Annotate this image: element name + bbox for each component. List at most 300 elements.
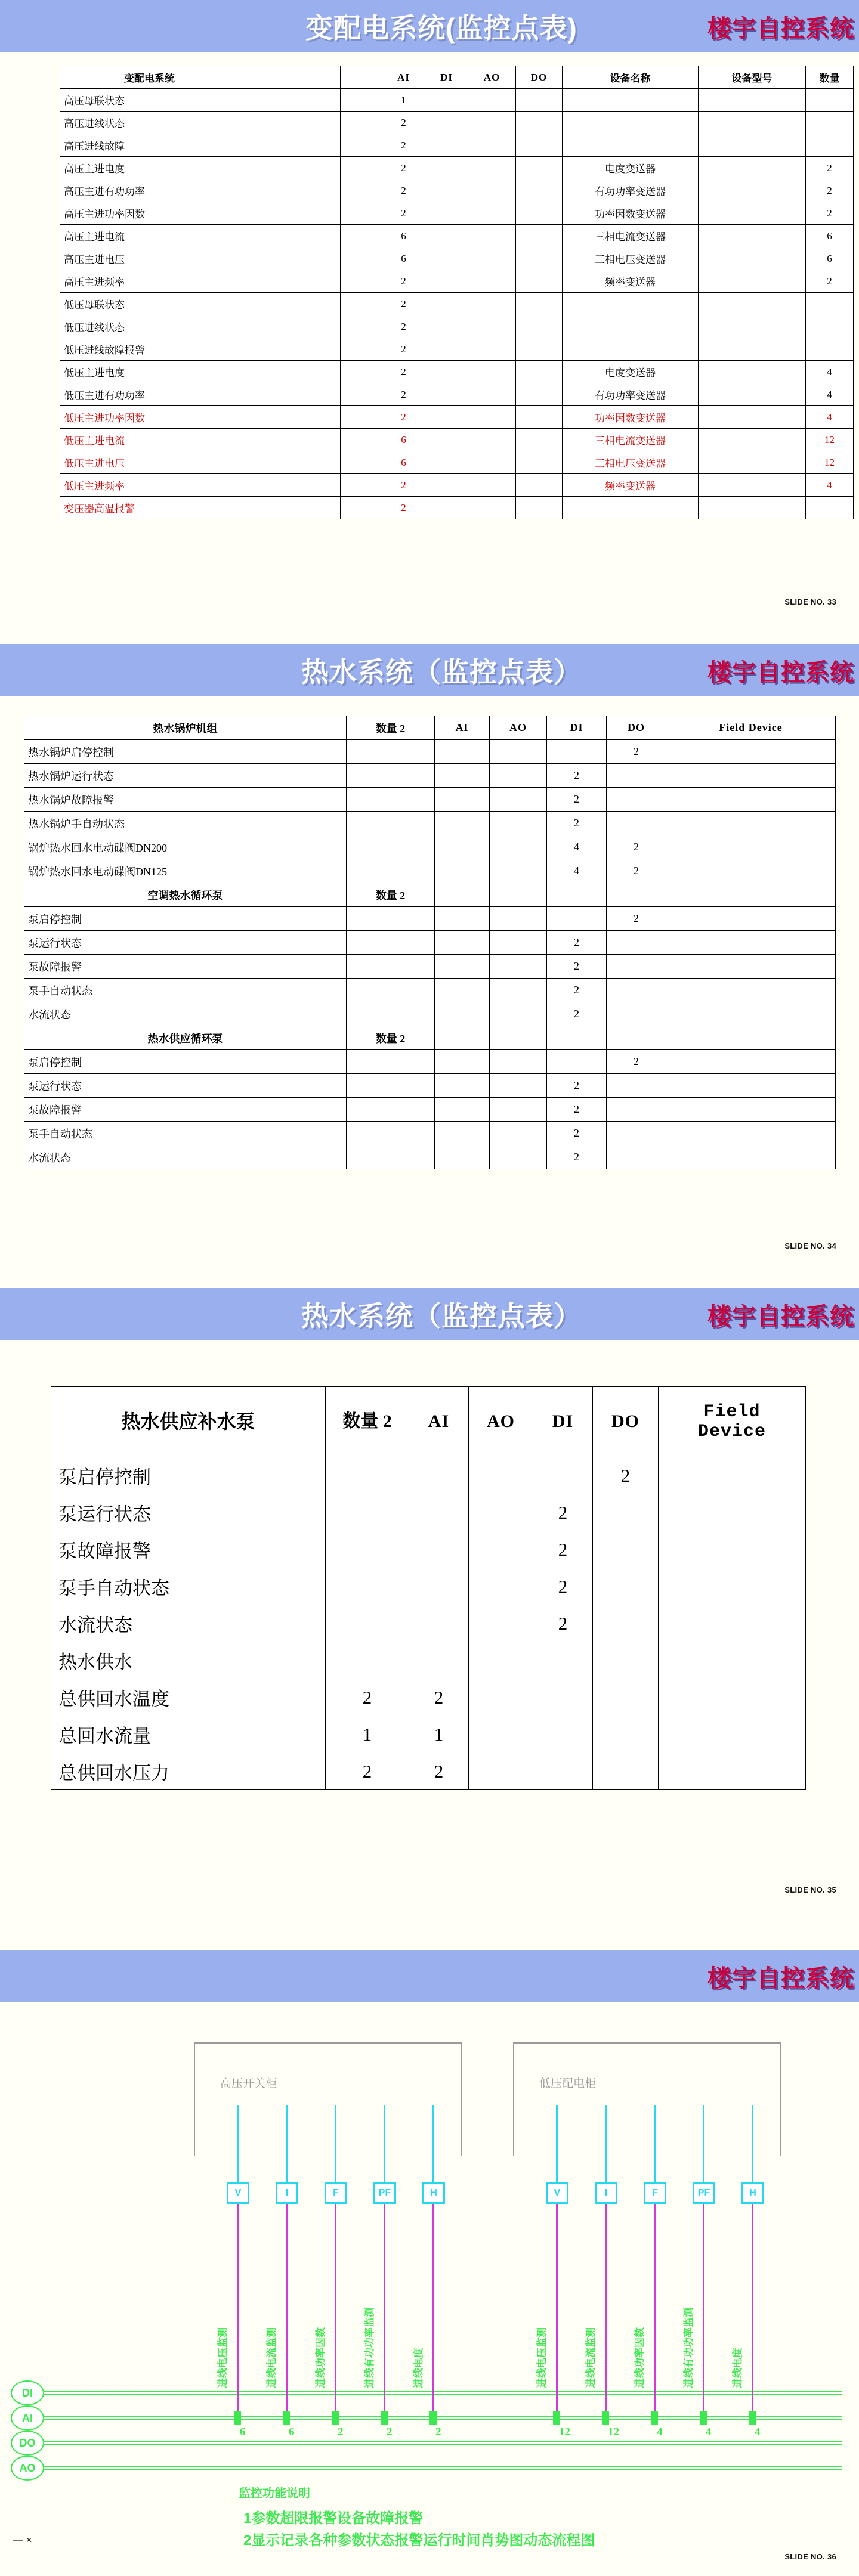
table-cell: 12: [806, 429, 854, 451]
table-cell: [516, 315, 563, 338]
signal-line: [556, 2204, 558, 2416]
table-row: [60, 497, 854, 519]
table-cell: [699, 247, 806, 270]
table-cell: 泵启停控制: [24, 1050, 347, 1074]
table-cell: [341, 338, 382, 361]
table-cell: 2: [382, 406, 425, 429]
point-label: 进线电流监测: [585, 2327, 597, 2388]
table-cell: 2: [409, 1753, 469, 1790]
table-cell: [425, 134, 468, 157]
table-row: [24, 1145, 836, 1169]
table-cell: [516, 270, 563, 293]
table-cell: [659, 1531, 806, 1568]
table-cell: [547, 883, 607, 907]
table-cell: [547, 907, 607, 931]
table-cell: [563, 497, 699, 519]
io-point-count: 12: [559, 2426, 570, 2438]
table-row: [60, 157, 854, 179]
table-cell: [607, 1002, 666, 1026]
table-cell: 电度变送器: [563, 361, 699, 383]
table-cell: [666, 1074, 836, 1098]
io-node-marker: [332, 2411, 339, 2425]
table-row: [51, 1679, 806, 1716]
cabinet-feed-line: [703, 2105, 704, 2182]
table-cell: [435, 812, 490, 835]
table-cell: [516, 225, 563, 247]
table-cell: [468, 89, 516, 112]
table-cell: [435, 955, 490, 979]
power-distribution-points-table: [60, 66, 854, 519]
table-cell: [547, 1050, 607, 1074]
table-cell: 2: [382, 202, 425, 225]
table-cell: [435, 907, 490, 931]
table-row: [51, 1605, 806, 1642]
table-cell: [435, 1074, 490, 1098]
table-cell: [469, 1716, 533, 1753]
meter-icon-f: F: [644, 2182, 666, 2204]
table-cell: [468, 429, 516, 451]
table-cell: 电度变送器: [563, 157, 699, 179]
table-cell: [699, 406, 806, 429]
table-cell: [468, 134, 516, 157]
table-cell: [516, 474, 563, 497]
table-cell: [425, 293, 468, 315]
table-cell: 水流状态: [24, 1002, 347, 1026]
table-cell: [341, 497, 382, 519]
table-cell: [341, 315, 382, 338]
io-node-marker: [381, 2411, 388, 2425]
table-cell: [699, 338, 806, 361]
table-row: [51, 1457, 806, 1494]
table-cell: [425, 112, 468, 134]
table-cell: [607, 1074, 666, 1098]
table-cell: 2: [382, 474, 425, 497]
table-cell: 2: [382, 293, 425, 315]
table-cell: [490, 931, 547, 955]
table-header-row: [24, 716, 836, 740]
signal-line: [384, 2204, 385, 2416]
table-cell: [607, 955, 666, 979]
table-cell: [659, 1494, 806, 1531]
table-row: [60, 315, 854, 338]
table-cell: [341, 157, 382, 179]
table-cell: 2: [382, 338, 425, 361]
table-cell: [490, 955, 547, 979]
table-cell: [699, 474, 806, 497]
slide-35-number: SLIDE NO. 35: [784, 1885, 836, 1894]
table-cell: [239, 429, 341, 451]
table-cell: [607, 1122, 666, 1145]
table-row: [24, 1026, 836, 1050]
table-cell: [607, 1145, 666, 1169]
table-cell: [239, 202, 341, 225]
table-cell: [347, 740, 435, 764]
table-cell: [699, 270, 806, 293]
table-cell: 2: [382, 112, 425, 134]
meter-icon-pf: PF: [373, 2182, 396, 2204]
slide-36-number: SLIDE NO. 36: [784, 2552, 836, 2561]
table-cell: 三相电流变送器: [563, 225, 699, 247]
bus-line-di: [17, 2391, 842, 2395]
io-node-marker: [283, 2411, 290, 2425]
table-cell: [666, 1050, 836, 1074]
signal-line: [752, 2204, 753, 2416]
table-row: [51, 1531, 806, 1568]
table-cell: 低压主进功率因数: [60, 406, 239, 429]
table-cell: [435, 740, 490, 764]
table-cell: 2: [806, 157, 854, 179]
brand-label: 楼宇自控系统: [707, 1965, 854, 1992]
table-cell: [239, 179, 341, 202]
table-cell: 泵运行状态: [24, 1074, 347, 1098]
table-cell: 高压主进有功功率: [60, 179, 239, 202]
table-cell: [425, 361, 468, 383]
table-cell: 2: [326, 1679, 409, 1716]
table-cell: 2: [533, 1531, 593, 1568]
table-cell: [326, 1457, 409, 1494]
table-cell: 水流状态: [24, 1145, 347, 1169]
bus-tag-di: DI: [11, 2380, 44, 2405]
cabinet-feed-line: [605, 2105, 607, 2182]
table-cell: [563, 134, 699, 157]
table-cell: [490, 764, 547, 788]
table-cell: [239, 112, 341, 134]
io-point-count: 4: [706, 2426, 712, 2438]
table-row: [51, 1642, 806, 1679]
table-cell: [469, 1531, 533, 1568]
table-cell: [239, 361, 341, 383]
table-cell: [239, 157, 341, 179]
table-cell: [347, 907, 435, 931]
table-cell: [659, 1605, 806, 1642]
table-cell: 2: [547, 955, 607, 979]
point-label: 进线电压监测: [217, 2327, 228, 2388]
table-cell: [425, 157, 468, 179]
table-cell: [468, 112, 516, 134]
table-cell: 三相电流变送器: [563, 429, 699, 451]
table-cell: 热水锅炉故障报警: [24, 788, 347, 812]
table-row: [60, 338, 854, 361]
table-cell: [666, 1002, 836, 1026]
table-cell: [666, 1098, 836, 1122]
hv-switchgear-label: 高压开关柜: [220, 2077, 277, 2090]
table-cell: [468, 474, 516, 497]
table-cell: [699, 179, 806, 202]
table-cell: [593, 1679, 659, 1716]
table-cell: [533, 1679, 593, 1716]
point-label: 进线功率因数: [315, 2327, 326, 2388]
col-header-qty: 数量 2: [326, 1387, 409, 1457]
table-cell: [341, 270, 382, 293]
table-row: [51, 1753, 806, 1790]
table-row: [24, 859, 836, 883]
table-cell: 热水供水: [51, 1642, 326, 1679]
bus-line-ao: [17, 2466, 842, 2470]
table-cell: [533, 1457, 593, 1494]
table-cell: [425, 315, 468, 338]
cabinet-feed-line: [654, 2105, 656, 2182]
table-cell: 2: [607, 859, 666, 883]
table-cell: [699, 361, 806, 383]
table-row: [24, 1122, 836, 1145]
io-node-marker: [553, 2411, 560, 2425]
table-cell: 总供回水温度: [51, 1679, 326, 1716]
table-cell: [341, 429, 382, 451]
table-row: [60, 270, 854, 293]
table-cell: [409, 1642, 469, 1679]
table-cell: 4: [806, 474, 854, 497]
table-cell: [347, 931, 435, 955]
table-cell: [469, 1457, 533, 1494]
signal-line: [335, 2204, 336, 2416]
table-cell: [468, 383, 516, 406]
table-cell: [341, 361, 382, 383]
table-cell: 12: [806, 451, 854, 474]
table-cell: [490, 740, 547, 764]
table-cell: [516, 361, 563, 383]
table-cell: [516, 383, 563, 406]
table-cell: 2: [547, 812, 607, 835]
table-cell: [806, 293, 854, 315]
table-row: [24, 907, 836, 931]
table-cell: 泵故障报警: [24, 1098, 347, 1122]
table-cell: [516, 429, 563, 451]
notes-title: 监控功能说明: [239, 2487, 310, 2500]
hot-water-points-table: [24, 716, 836, 1169]
table-cell: [659, 1642, 806, 1679]
table-cell: [547, 1026, 607, 1050]
table-cell: 6: [806, 247, 854, 270]
table-cell: [341, 474, 382, 497]
table-cell: [490, 979, 547, 1002]
io-point-count: 6: [240, 2426, 246, 2438]
table-cell: [516, 451, 563, 474]
table-cell: [435, 764, 490, 788]
table-cell: [347, 1098, 435, 1122]
table-row: [24, 1050, 836, 1074]
table-cell: [468, 202, 516, 225]
table-cell: 2: [547, 788, 607, 812]
table-cell: [699, 315, 806, 338]
io-node-marker: [749, 2411, 756, 2425]
table-cell: [468, 247, 516, 270]
makeup-pump-points-table: [51, 1386, 806, 1790]
table-cell: [607, 883, 666, 907]
io-node-marker: [651, 2411, 658, 2425]
table-cell: 功率因数变送器: [563, 406, 699, 429]
table-cell: [239, 474, 341, 497]
table-cell: [347, 812, 435, 835]
table-cell: [666, 979, 836, 1002]
table-row: [51, 1568, 806, 1605]
table-cell: [326, 1568, 409, 1605]
brand-label: 楼宇自控系统: [707, 1303, 854, 1330]
table-cell: [425, 406, 468, 429]
table-cell: [563, 293, 699, 315]
table-cell: [326, 1642, 409, 1679]
table-cell: [666, 835, 836, 859]
table-cell: 2: [547, 1074, 607, 1098]
table-cell: 2: [382, 361, 425, 383]
table-cell: [490, 1098, 547, 1122]
col-header-makeup-pump: 热水供应补水泵: [51, 1387, 326, 1457]
table-cell: 2: [382, 157, 425, 179]
table-cell: [347, 835, 435, 859]
table-cell: [469, 1568, 533, 1605]
table-cell: 高压主进电度: [60, 157, 239, 179]
table-cell: 三相电压变送器: [563, 247, 699, 270]
table-cell: [806, 338, 854, 361]
col-header-di: DI: [425, 66, 468, 89]
table-cell: [490, 1074, 547, 1098]
table-cell: [607, 788, 666, 812]
table-cell: 功率因数变送器: [563, 202, 699, 225]
col-header-do: DO: [593, 1387, 659, 1457]
table-cell: [666, 764, 836, 788]
table-row: [24, 1098, 836, 1122]
cabinet-feed-line: [384, 2105, 385, 2182]
table-cell: [341, 202, 382, 225]
table-row: [24, 979, 836, 1002]
table-cell: [490, 907, 547, 931]
table-cell: [326, 1494, 409, 1531]
table-cell: [425, 429, 468, 451]
table-cell: 空调热水循环泵: [24, 883, 347, 907]
table-cell: [490, 812, 547, 835]
table-cell: [666, 1122, 836, 1145]
table-cell: 高压进线故障: [60, 134, 239, 157]
table-cell: 泵故障报警: [51, 1531, 326, 1568]
table-cell: [347, 955, 435, 979]
table-cell: [341, 451, 382, 474]
table-cell: [659, 1716, 806, 1753]
table-cell: [593, 1716, 659, 1753]
signal-line: [703, 2204, 704, 2416]
table-cell: 2: [607, 740, 666, 764]
table-cell: [490, 1122, 547, 1145]
table-cell: [341, 406, 382, 429]
table-cell: 4: [806, 383, 854, 406]
table-cell: [435, 1026, 490, 1050]
table-cell: [607, 1098, 666, 1122]
table-row: [60, 293, 854, 315]
table-cell: 4: [806, 361, 854, 383]
table-cell: [547, 740, 607, 764]
table-cell: [607, 812, 666, 835]
table-row: [24, 883, 836, 907]
slide-35-banner: [0, 1288, 859, 1340]
table-cell: [806, 315, 854, 338]
table-cell: 2: [547, 1002, 607, 1026]
table-cell: [239, 293, 341, 315]
table-cell: 热水供应循环泵: [24, 1026, 347, 1050]
table-row: [51, 1716, 806, 1753]
table-cell: [806, 497, 854, 519]
table-cell: 4: [806, 406, 854, 429]
table-row: [24, 812, 836, 835]
table-cell: [425, 383, 468, 406]
table-cell: 6: [382, 451, 425, 474]
table-cell: [607, 764, 666, 788]
table-cell: 4: [547, 835, 607, 859]
meter-icon-i: I: [276, 2182, 298, 2204]
col-header-blank1: [239, 66, 341, 89]
table-cell: [490, 883, 547, 907]
bus-tag-do: DO: [11, 2431, 44, 2456]
table-cell: 泵启停控制: [51, 1457, 326, 1494]
signal-line: [286, 2204, 288, 2416]
lv-distribution-cabinet: [513, 2042, 781, 2156]
table-cell: [516, 157, 563, 179]
table-cell: 高压主进电流: [60, 225, 239, 247]
table-cell: [563, 89, 699, 112]
io-point-count: 4: [657, 2426, 663, 2438]
slide-36: [0, 1932, 859, 2576]
io-point-count: 6: [289, 2426, 295, 2438]
table-row: [60, 247, 854, 270]
table-cell: [468, 315, 516, 338]
col-header-qty: 数量 2: [347, 716, 435, 740]
table-cell: [239, 225, 341, 247]
table-cell: [699, 112, 806, 134]
table-cell: [490, 788, 547, 812]
table-cell: [490, 1026, 547, 1050]
table-cell: [425, 179, 468, 202]
slide-36-body: [0, 1932, 859, 2576]
table-header-row: [60, 66, 854, 89]
meter-icon-v: V: [227, 2182, 249, 2204]
col-header-system: 变配电系统: [60, 66, 239, 89]
table-cell: [435, 788, 490, 812]
table-row: [24, 1074, 836, 1098]
table-cell: [347, 788, 435, 812]
table-cell: [425, 497, 468, 519]
signal-line: [605, 2204, 607, 2416]
col-header-ao: AO: [469, 1387, 533, 1457]
table-row: [60, 225, 854, 247]
table-cell: 2: [593, 1457, 659, 1494]
table-cell: [699, 451, 806, 474]
table-cell: 热水锅炉运行状态: [24, 764, 347, 788]
table-cell: [425, 202, 468, 225]
table-cell: 低压进线故障报警: [60, 338, 239, 361]
table-cell: 2: [547, 1122, 607, 1145]
table-cell: 2: [607, 1050, 666, 1074]
point-label: 进线电压监测: [536, 2327, 548, 2388]
table-cell: [607, 1026, 666, 1050]
meter-icon-h: H: [422, 2182, 445, 2204]
table-cell: [659, 1457, 806, 1494]
table-cell: [341, 89, 382, 112]
table-cell: [806, 134, 854, 157]
table-cell: 2: [382, 497, 425, 519]
table-cell: 泵手自动状态: [24, 1122, 347, 1145]
point-label: 进线电流监测: [266, 2327, 277, 2388]
table-cell: 热水锅炉手自动状态: [24, 812, 347, 835]
table-cell: 2: [326, 1753, 409, 1790]
meter-icon-v: V: [546, 2182, 568, 2204]
table-cell: [425, 225, 468, 247]
bus-tag-ao: AO: [11, 2456, 44, 2481]
slide-33: [0, 0, 859, 644]
table-cell: [533, 1716, 593, 1753]
table-cell: 高压主进频率: [60, 270, 239, 293]
hv-switchgear-cabinet: [194, 2042, 462, 2156]
table-cell: 2: [382, 315, 425, 338]
table-cell: [593, 1531, 659, 1568]
table-cell: 2: [806, 270, 854, 293]
table-body: [51, 1457, 806, 1790]
